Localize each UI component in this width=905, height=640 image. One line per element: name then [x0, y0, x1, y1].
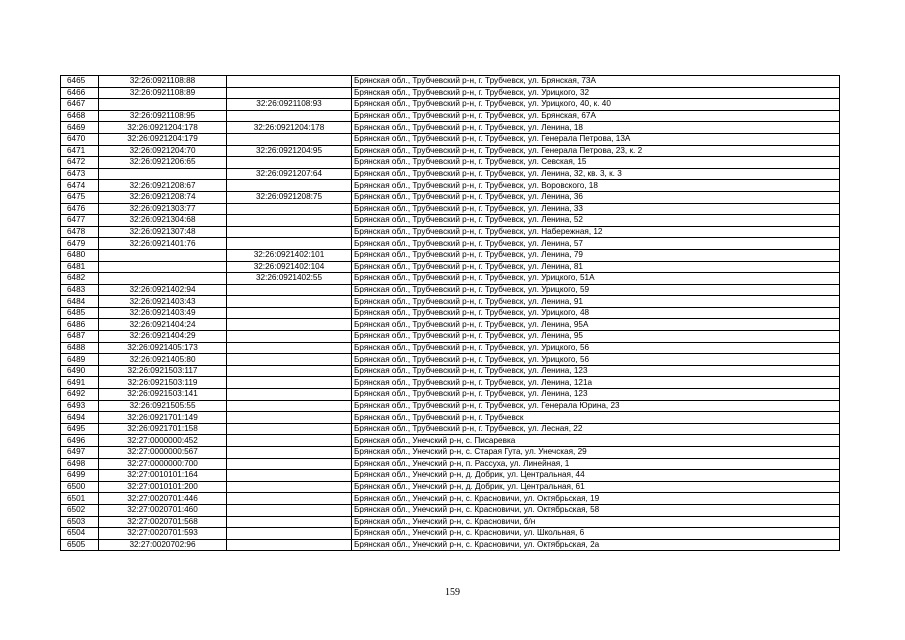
cadastral-number-cell: 32:26:0921108:88: [99, 76, 227, 88]
address-cell: Брянская обл., Унечский р-н, с. Красновичи, ул. Октябрьская, 19: [352, 493, 840, 505]
cadastral-number-secondary-cell: [227, 342, 352, 354]
cadastral-number-cell: 32:26:0921403:43: [99, 296, 227, 308]
address-cell: Брянская обл., Трубчевский р-н, г. Трубчевск, ул. Воровского, 18: [352, 180, 840, 192]
table-row: [61, 481, 840, 493]
cadastral-number-secondary-cell: 32:26:0921402:104: [227, 261, 352, 273]
cadastral-number-secondary-cell: [227, 76, 352, 88]
cadastral-number-secondary-cell: [227, 226, 352, 238]
address-cell: Брянская обл., Трубчевский р-н, г. Трубчевск, ул. Брянская, 73А: [352, 76, 840, 88]
cadastral-number-secondary-cell: [227, 481, 352, 493]
cadastral-number-cell: [99, 168, 227, 180]
table-row: [61, 261, 840, 273]
row-number-cell: 6499: [61, 470, 99, 482]
cadastral-number-secondary-cell: 32:26:0921108:93: [227, 99, 352, 111]
cadastral-number-secondary-cell: [227, 157, 352, 169]
row-number-cell: 6468: [61, 110, 99, 122]
row-number-cell: 6490: [61, 365, 99, 377]
table-row: [61, 191, 840, 203]
address-cell: Брянская обл., Трубчевский р-н, г. Трубчевск, ул. Урицкого, 48: [352, 307, 840, 319]
address-cell: Брянская обл., Трубчевский р-н, г. Трубчевск, ул. Лесная, 22: [352, 423, 840, 435]
cadastral-number-cell: 32:26:0921401:76: [99, 238, 227, 250]
row-number-cell: 6475: [61, 191, 99, 203]
address-cell: Брянская обл., Трубчевский р-н, г. Трубчевск, ул. Урицкого, 40, к. 40: [352, 99, 840, 111]
address-cell: Брянская обл., Трубчевский р-н, г. Трубчевск, ул. Ленина, 123: [352, 365, 840, 377]
table-row: [61, 180, 840, 192]
address-cell: Брянская обл., Унечский р-н, с. Красновичи, ул. Октябрьская, 58: [352, 504, 840, 516]
address-cell: Брянская обл., Трубчевский р-н, г. Трубчевск, ул. Ленина, 95А: [352, 319, 840, 331]
table-row: [61, 238, 840, 250]
cadastral-number-secondary-cell: 32:26:0921207:64: [227, 168, 352, 180]
page-number: 159: [445, 587, 460, 598]
row-number-cell: 6465: [61, 76, 99, 88]
cadastral-number-cell: 32:26:0921403:49: [99, 307, 227, 319]
address-cell: Брянская обл., Трубчевский р-н, г. Трубчевск, ул. Урицкого, 51А: [352, 273, 840, 285]
cadastral-number-cell: 32:26:0921208:74: [99, 191, 227, 203]
table-row: [61, 215, 840, 227]
row-number-cell: 6482: [61, 273, 99, 285]
cadastral-number-secondary-cell: 32:26:0921402:55: [227, 273, 352, 285]
table-body: [61, 76, 840, 551]
row-number-cell: 6488: [61, 342, 99, 354]
table-row: [61, 226, 840, 238]
row-number-cell: 6471: [61, 145, 99, 157]
table-row: [61, 331, 840, 343]
cadastral-number-cell: 32:26:0921307:48: [99, 226, 227, 238]
property-table: [60, 75, 840, 551]
address-cell: Брянская обл., Унечский р-н, д. Добрик, ул. Центральная, 44: [352, 470, 840, 482]
table-row: [61, 516, 840, 528]
table-row: [61, 273, 840, 285]
address-cell: Брянская обл., Трубчевский р-н, г. Трубчевск, ул. Урицкого, 56: [352, 354, 840, 366]
address-cell: Брянская обл., Трубчевский р-н, г. Трубчевск, ул. Ленина, 36: [352, 191, 840, 203]
cadastral-number-secondary-cell: [227, 447, 352, 459]
cadastral-number-cell: 32:26:0921404:29: [99, 331, 227, 343]
cadastral-number-cell: 32:26:0921503:117: [99, 365, 227, 377]
table-row: [61, 145, 840, 157]
row-number-cell: 6470: [61, 133, 99, 145]
cadastral-number-secondary-cell: [227, 307, 352, 319]
row-number-cell: 6483: [61, 284, 99, 296]
table-row: [61, 99, 840, 111]
address-cell: Брянская обл., Унечский р-н, д. Добрик, ул. Центральная, 61: [352, 481, 840, 493]
row-number-cell: 6489: [61, 354, 99, 366]
row-number-cell: 6494: [61, 412, 99, 424]
address-cell: Брянская обл., Трубчевский р-н, г. Трубчевск, ул. Урицкого, 59: [352, 284, 840, 296]
cadastral-number-cell: 32:27:0020701:593: [99, 528, 227, 540]
address-cell: Брянская обл., Трубчевский р-н, г. Трубчевск, ул. Ленина, 57: [352, 238, 840, 250]
cadastral-number-cell: [99, 273, 227, 285]
row-number-cell: 6486: [61, 319, 99, 331]
cadastral-number-secondary-cell: 32:26:0921402:101: [227, 249, 352, 261]
address-cell: Брянская обл., Трубчевский р-н, г. Трубчевск, ул. Ленина, 91: [352, 296, 840, 308]
cadastral-number-cell: 32:26:0921405:173: [99, 342, 227, 354]
row-number-cell: 6500: [61, 481, 99, 493]
address-cell: Брянская обл., Трубчевский р-н, г. Трубчевск, ул. Урицкого, 32: [352, 87, 840, 99]
cadastral-number-cell: 32:27:0000000:567: [99, 447, 227, 459]
address-cell: Брянская обл., Трубчевский р-н, г. Трубчевск, ул. Генерала Юрина, 23: [352, 400, 840, 412]
address-cell: Брянская обл., Унечский р-н, п. Рассуха, ул. Линейная, 1: [352, 458, 840, 470]
cadastral-number-secondary-cell: [227, 110, 352, 122]
row-number-cell: 6467: [61, 99, 99, 111]
cadastral-number-cell: 32:26:0921503:141: [99, 389, 227, 401]
cadastral-number-secondary-cell: [227, 296, 352, 308]
table-row: [61, 412, 840, 424]
cadastral-number-cell: [99, 99, 227, 111]
row-number-cell: 6484: [61, 296, 99, 308]
cadastral-number-cell: 32:27:0000000:700: [99, 458, 227, 470]
address-cell: Брянская обл., Трубчевский р-н, г. Трубчевск, ул. Генерала Петрова, 13А: [352, 133, 840, 145]
cadastral-number-cell: 32:26:0921204:179: [99, 133, 227, 145]
cadastral-number-secondary-cell: [227, 238, 352, 250]
address-cell: Брянская обл., Трубчевский р-н, г. Трубчевск, ул. Урицкого, 56: [352, 342, 840, 354]
cadastral-number-cell: 32:26:0921204:178: [99, 122, 227, 134]
table-row: [61, 307, 840, 319]
cadastral-number-cell: 32:26:0921108:95: [99, 110, 227, 122]
row-number-cell: 6497: [61, 447, 99, 459]
cadastral-number-secondary-cell: [227, 528, 352, 540]
table-row: [61, 377, 840, 389]
address-cell: Брянская обл., Трубчевский р-н, г. Трубчевск, ул. Ленина, 121а: [352, 377, 840, 389]
cadastral-number-secondary-cell: [227, 284, 352, 296]
cadastral-number-cell: 32:26:0921503:119: [99, 377, 227, 389]
address-cell: Брянская обл., Трубчевский р-н, г. Трубчевск, ул. Ленина, 33: [352, 203, 840, 215]
table-row: [61, 284, 840, 296]
address-cell: Брянская обл., Трубчевский р-н, г. Трубчевск, ул. Ленина, 81: [352, 261, 840, 273]
address-cell: Брянская обл., Унечский р-н, с. Красновичи, ул. Школьная, 6: [352, 528, 840, 540]
cadastral-number-cell: 32:27:0010101:164: [99, 470, 227, 482]
table-row: [61, 470, 840, 482]
cadastral-number-cell: 32:26:0921405:80: [99, 354, 227, 366]
table-row: [61, 528, 840, 540]
row-number-cell: 6478: [61, 226, 99, 238]
row-number-cell: 6472: [61, 157, 99, 169]
cadastral-number-cell: 32:27:0020701:460: [99, 504, 227, 516]
table-row: [61, 110, 840, 122]
cadastral-number-secondary-cell: [227, 400, 352, 412]
cadastral-number-cell: 32:26:0921701:158: [99, 423, 227, 435]
cadastral-number-secondary-cell: [227, 412, 352, 424]
row-number-cell: 6487: [61, 331, 99, 343]
table-row: [61, 539, 840, 551]
table-row: [61, 504, 840, 516]
cadastral-number-cell: 32:27:0020702:96: [99, 539, 227, 551]
address-cell: Брянская обл., Унечский р-н, с. Старая Гута, ул. Унечская, 29: [352, 447, 840, 459]
table-row: [61, 435, 840, 447]
row-number-cell: 6503: [61, 516, 99, 528]
row-number-cell: 6469: [61, 122, 99, 134]
table-row: [61, 249, 840, 261]
address-cell: Брянская обл., Трубчевский р-н, г. Трубчевск, ул. Ленина, 95: [352, 331, 840, 343]
cadastral-number-secondary-cell: 32:26:0921208:75: [227, 191, 352, 203]
cadastral-number-secondary-cell: [227, 377, 352, 389]
address-cell: Брянская обл., Унечский р-н, с. Писаревка: [352, 435, 840, 447]
cadastral-number-secondary-cell: 32:26:0921204:95: [227, 145, 352, 157]
row-number-cell: 6502: [61, 504, 99, 516]
cadastral-number-cell: 32:26:0921701:149: [99, 412, 227, 424]
cadastral-number-secondary-cell: [227, 354, 352, 366]
table-row: [61, 157, 840, 169]
row-number-cell: 6496: [61, 435, 99, 447]
address-cell: Брянская обл., Трубчевский р-н, г. Трубчевск, ул. Ленина, 79: [352, 249, 840, 261]
cadastral-number-secondary-cell: [227, 133, 352, 145]
row-number-cell: 6481: [61, 261, 99, 273]
table-row: [61, 168, 840, 180]
table-row: [61, 133, 840, 145]
table-row: [61, 389, 840, 401]
cadastral-number-cell: 32:26:0921304:68: [99, 215, 227, 227]
cadastral-number-cell: 32:27:0020701:446: [99, 493, 227, 505]
address-cell: Брянская обл., Трубчевский р-н, г. Трубчевск, ул. Набережная, 12: [352, 226, 840, 238]
table-row: [61, 365, 840, 377]
cadastral-number-cell: 32:27:0000000:452: [99, 435, 227, 447]
cadastral-number-secondary-cell: [227, 504, 352, 516]
address-cell: Брянская обл., Трубчевский р-н, г. Трубчевск, ул. Генерала Петрова, 23, к. 2: [352, 145, 840, 157]
cadastral-number-cell: [99, 261, 227, 273]
cadastral-number-secondary-cell: [227, 423, 352, 435]
row-number-cell: 6492: [61, 389, 99, 401]
row-number-cell: 6501: [61, 493, 99, 505]
table-row: [61, 447, 840, 459]
row-number-cell: 6498: [61, 458, 99, 470]
cadastral-number-secondary-cell: [227, 539, 352, 551]
table-row: [61, 296, 840, 308]
row-number-cell: 6473: [61, 168, 99, 180]
cadastral-number-secondary-cell: [227, 180, 352, 192]
row-number-cell: 6485: [61, 307, 99, 319]
row-number-cell: 6466: [61, 87, 99, 99]
cadastral-number-cell: 32:26:0921402:94: [99, 284, 227, 296]
cadastral-number-cell: 32:26:0921303:77: [99, 203, 227, 215]
row-number-cell: 6493: [61, 400, 99, 412]
row-number-cell: 6480: [61, 249, 99, 261]
address-cell: Брянская обл., Трубчевский р-н, г. Трубчевск, ул. Брянская, 67А: [352, 110, 840, 122]
row-number-cell: 6476: [61, 203, 99, 215]
cadastral-number-secondary-cell: [227, 435, 352, 447]
cadastral-number-cell: 32:26:0921208:67: [99, 180, 227, 192]
cadastral-number-secondary-cell: [227, 458, 352, 470]
cadastral-number-secondary-cell: [227, 493, 352, 505]
table-row: [61, 122, 840, 134]
row-number-cell: 6474: [61, 180, 99, 192]
table-row: [61, 342, 840, 354]
cadastral-number-secondary-cell: [227, 203, 352, 215]
table-row: [61, 400, 840, 412]
address-cell: Брянская обл., Трубчевский р-н, г. Трубчевск, ул. Ленина, 18: [352, 122, 840, 134]
table-row: [61, 76, 840, 88]
row-number-cell: 6477: [61, 215, 99, 227]
cadastral-number-cell: 32:26:0921404:24: [99, 319, 227, 331]
address-cell: Брянская обл., Трубчевский р-н, г. Трубчевск, ул. Севская, 15: [352, 157, 840, 169]
cadastral-number-cell: 32:26:0921204:70: [99, 145, 227, 157]
cadastral-number-secondary-cell: [227, 389, 352, 401]
cadastral-number-cell: [99, 249, 227, 261]
cadastral-number-cell: 32:26:0921108:89: [99, 87, 227, 99]
cadastral-number-secondary-cell: [227, 215, 352, 227]
row-number-cell: 6495: [61, 423, 99, 435]
cadastral-number-secondary-cell: [227, 331, 352, 343]
cadastral-number-secondary-cell: [227, 319, 352, 331]
table-row: [61, 319, 840, 331]
table-row: [61, 203, 840, 215]
row-number-cell: 6491: [61, 377, 99, 389]
table-row: [61, 458, 840, 470]
cadastral-number-secondary-cell: 32:26:0921204:178: [227, 122, 352, 134]
table-row: [61, 87, 840, 99]
cadastral-number-secondary-cell: [227, 516, 352, 528]
row-number-cell: 6504: [61, 528, 99, 540]
cadastral-number-secondary-cell: [227, 87, 352, 99]
table-row: [61, 354, 840, 366]
cadastral-number-cell: 32:26:0921505:55: [99, 400, 227, 412]
address-cell: Брянская обл., Унечский р-н, с. Красновичи, б/н: [352, 516, 840, 528]
address-cell: Брянская обл., Трубчевский р-н, г. Трубчевск: [352, 412, 840, 424]
cadastral-number-secondary-cell: [227, 365, 352, 377]
table-row: [61, 493, 840, 505]
cadastral-number-cell: 32:27:0020701:568: [99, 516, 227, 528]
address-cell: Брянская обл., Унечский р-н, с. Красновичи, ул. Октябрьская, 2а: [352, 539, 840, 551]
cadastral-number-secondary-cell: [227, 470, 352, 482]
address-cell: Брянская обл., Трубчевский р-н, г. Трубчевск, ул. Ленина, 123: [352, 389, 840, 401]
address-cell: Брянская обл., Трубчевский р-н, г. Трубчевск, ул. Ленина, 32, кв. 3, к. 3: [352, 168, 840, 180]
table-row: [61, 423, 840, 435]
cadastral-number-cell: 32:26:0921206:65: [99, 157, 227, 169]
cadastral-number-cell: 32:27:0010101:200: [99, 481, 227, 493]
row-number-cell: 6505: [61, 539, 99, 551]
row-number-cell: 6479: [61, 238, 99, 250]
address-cell: Брянская обл., Трубчевский р-н, г. Трубчевск, ул. Ленина, 52: [352, 215, 840, 227]
